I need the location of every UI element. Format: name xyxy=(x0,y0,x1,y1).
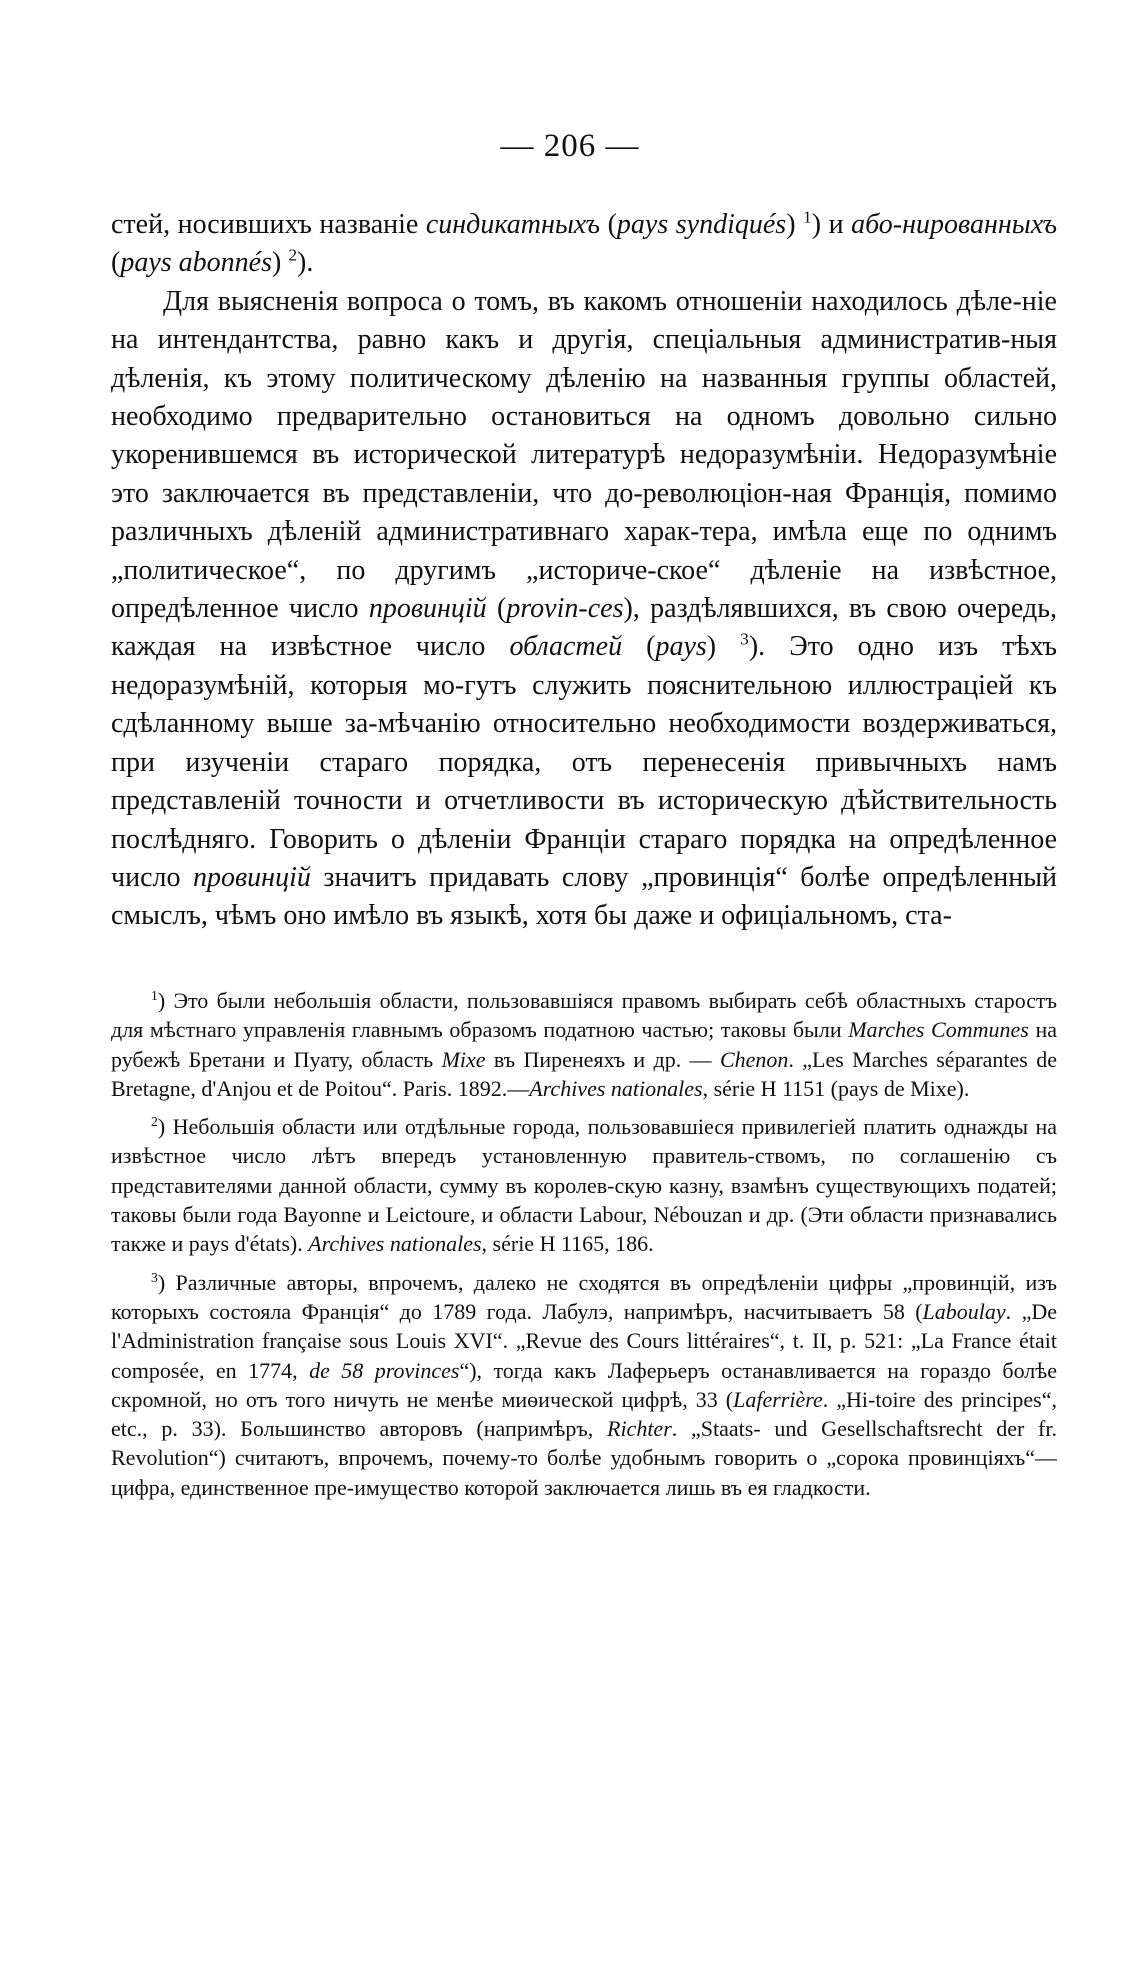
paragraph-main xyxy=(111,283,1057,936)
text-span: “), тогда какъ Лаферьеръ останавливается на гораздо болѣе скромной, но отъ того ничуть не менѣе миѳической цифрѣ, 33 ( xyxy=(111,1357,1057,1412)
italic-term: Laferrière xyxy=(733,1386,823,1412)
footnote-ref[interactable]: 2 xyxy=(288,246,297,265)
text-span: ( xyxy=(486,593,507,625)
italic-term: областей xyxy=(509,631,623,663)
text-span: . „Staats- und Gesellschaftsrecht der fr. Revolution“) считаютъ, впрочемъ, почему-то болѣе удобнымъ говорить о „сорока провинціяхъ“—цифра, единственное пре-имущество которой заключается лишь въ ея гладкости. xyxy=(111,1416,1057,1500)
italic-term: провинцій xyxy=(193,861,311,893)
italic-term: Chenon xyxy=(719,1046,789,1072)
text-span: ) xyxy=(271,247,289,279)
footnote-mark: 2 xyxy=(151,1114,158,1130)
text-span: ( xyxy=(111,247,121,279)
text-span: . „Hi-toire des principes“, etc., p. 33). Большинство авторовъ (напримѣръ, xyxy=(111,1386,1057,1442)
italic-term: pays abonnés xyxy=(120,247,272,279)
italic-term: provin-ces xyxy=(506,593,624,625)
text-span: . „De l'Administration française sous Louis XVI“. „Revue des Cours littéraires“, t. II, p. 521: „La France était composée, en 1774, xyxy=(111,1298,1057,1383)
italic-term: Archives nationales xyxy=(529,1075,703,1101)
text-span: ), раздѣлявшихся, въ свою очередь, каждая на извѣстное число xyxy=(111,593,1057,663)
footnote-2 xyxy=(111,1112,1057,1258)
text-span: ). Это одно изъ тѣхъ недоразумѣній, которыя мо-гутъ служить пояснительною иллюстраціей къ сдѣланному выше за-мѣчанію относительно необходимости воздерживаться, при изученіи стараго порядка, отъ перенесенія привычныхъ намъ представленій точности и отчетливости въ историческую дѣйствительность послѣдняго. Говорить о дѣленіи Франціи стараго порядка на опредѣленное число xyxy=(111,631,1058,893)
italic-term: Laboulay xyxy=(922,1298,1006,1324)
text-span: ) xyxy=(786,209,804,240)
text-span: ) и xyxy=(811,209,852,240)
text-span: ) Различные авторы, впрочемъ, далеко не сходятся въ опредѣленіи цифры „провинцій, изъ которыхъ состояла Франція“ до 1789 года. Лабулэ, напримѣръ, насчитываетъ 58 ( xyxy=(111,1269,1057,1324)
italic-term: провинцій xyxy=(368,593,487,625)
text-span: стей, носившихъ названіе xyxy=(111,209,426,240)
text-span: . „Les Marches séparantes de Bretagne, d'Anjou et de Poitou“. Paris. 1892.— xyxy=(111,1046,1057,1101)
footnote-1 xyxy=(111,986,1057,1103)
italic-term: pays syndiqués xyxy=(616,209,787,240)
footnote-ref[interactable]: 3 xyxy=(740,630,749,650)
footnote-3 xyxy=(111,1268,1057,1502)
text-span: ) Это были небольшія области, пользовавшіяся правомъ выбирать себѣ областныхъ старостъ для мѣстнаго управленія главнымъ образомъ податною частью; таковы были xyxy=(111,988,1057,1043)
text-span: въ Пиренеяхъ и др. — xyxy=(485,1046,720,1072)
text-span: ( xyxy=(600,209,617,240)
text-span: ( xyxy=(622,631,656,663)
italic-term: de 58 provinces xyxy=(309,1357,460,1383)
text-span: Для выясненія вопроса о томъ, въ какомъ отношеніи находилось дѣле-ніе на интендантства, равно какъ и другія, спеціальныя административ-ныя дѣленія, къ этому политическому дѣленію на названныя группы областей, необходимо предварительно остановиться на одномъ довольно сильно укоренившемся въ исторической литературѣ недоразумѣніи. Недоразумѣніе это заключается въ представленіи, что до-революціон-ная Франція, помимо различныхъ дѣленій административнаго харак-тера, имѣла еще по однимъ „политическое“, по другимъ „историче-ское“ дѣленіе на извѣстное, опредѣленное число xyxy=(111,285,1057,625)
italic-term: Mixe xyxy=(441,1046,486,1072)
text-span: ) xyxy=(706,631,741,663)
page-number: — 206 — xyxy=(500,128,640,164)
paragraph-continuation xyxy=(111,206,1057,283)
footnote-mark: 3 xyxy=(151,1269,158,1285)
text-span: значитъ придавать слову „провинція“ болѣе опредѣленный смыслъ, чѣмъ оно имѣло въ языкѣ, хотя бы даже и офиціальномъ, ста- xyxy=(111,861,1058,932)
text-span: , série H 1165, 186. xyxy=(481,1231,654,1257)
italic-term: Richter xyxy=(607,1416,672,1442)
text-span: ) Небольшія области или отдѣльные города, пользовавшіеся привилегіей платить однажды на извѣстное число лѣтъ впередъ установленную правитель-ствомъ, по соглашенію съ представителями данной области, сумму въ королев-скую казну, взамѣнъ существующихъ податей; таковы были года Bayonne и Leictoure, и области Labour, Nébouzan и др. (Эти области признавались также и pays d'états). xyxy=(111,1114,1057,1257)
italic-term: pays xyxy=(655,631,707,663)
italic-term: синдикатныхъ xyxy=(425,209,601,240)
text-span: на рубежѣ Бретани и Пуату, область xyxy=(111,1017,1057,1072)
text-span: ). xyxy=(297,247,314,279)
italic-term: або-нированныхъ xyxy=(851,209,1057,240)
main-text xyxy=(111,206,1057,936)
footnote-mark: 1 xyxy=(151,987,158,1003)
italic-term: Archives nationales xyxy=(308,1231,482,1257)
italic-term: Marches Communes xyxy=(848,1017,1029,1043)
text-span: , série H 1151 (pays de Mixe). xyxy=(702,1075,970,1101)
footnote-ref[interactable]: 1 xyxy=(803,207,812,227)
footnotes xyxy=(111,986,1057,1502)
